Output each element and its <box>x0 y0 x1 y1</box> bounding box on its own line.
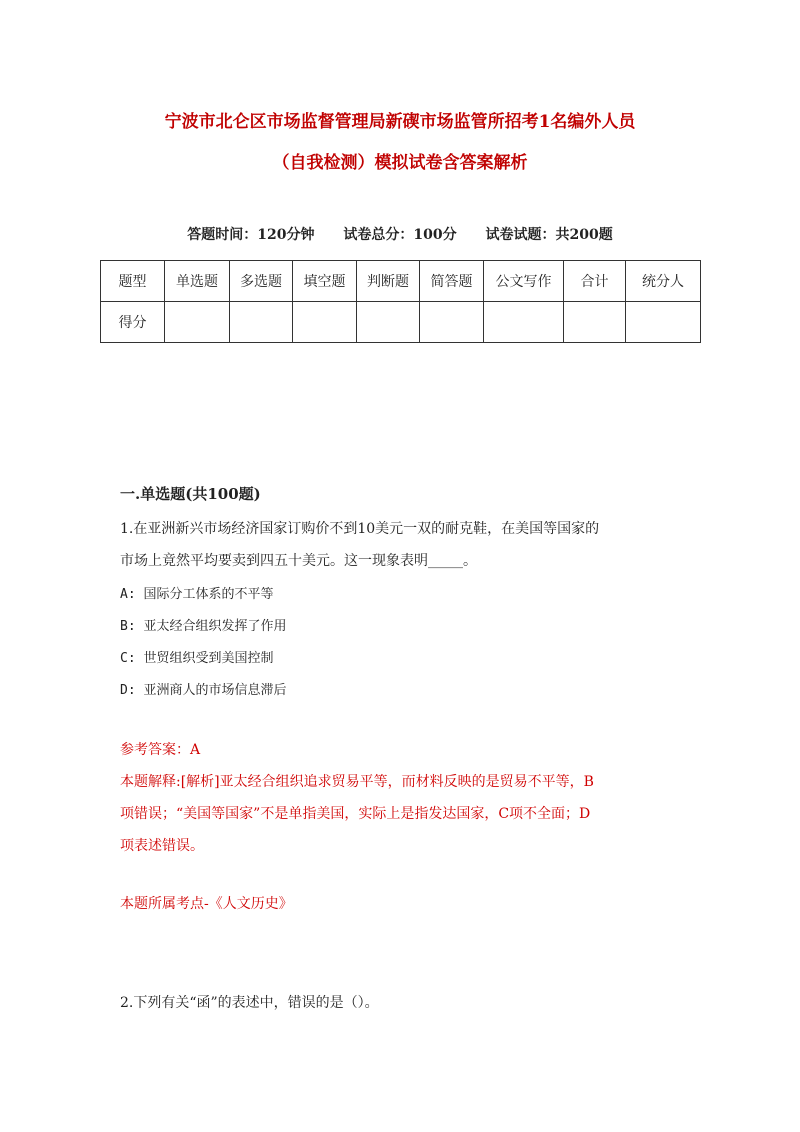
exam-total-score: 试卷总分：100分 <box>343 227 457 243</box>
score-table <box>100 260 701 343</box>
question-1-explanation-line-1: 本题解释:[解析]亚太经合组织追求贸易平等，而材料反映的是贸易不平等，B <box>120 774 594 790</box>
question-1-stem-line-1: 1.在亚洲新兴市场经济国家订购价不到10美元一双的耐克鞋，在美国等国家的 <box>120 521 600 537</box>
score-table-header-row <box>101 261 701 302</box>
option-b-text: B: 亚太经合组织发挥了作用 <box>120 619 287 634</box>
option-c-text: C: 世贸组织受到美国控制 <box>120 651 274 666</box>
exam-time: 答题时间：120分钟 <box>187 227 315 243</box>
score-cell <box>420 302 484 343</box>
score-cell <box>357 302 420 343</box>
score-cell <box>626 302 701 343</box>
option-d-text: D: 亚洲商人的市场信息滞后 <box>120 683 287 698</box>
score-table-header-cell: 简答题 <box>420 261 484 302</box>
question-1-explanation-line-2: 项错误；“美国等国家”不是单指美国，实际上是指发达国家，C项不全面；D <box>120 806 591 822</box>
question-1-option-a <box>120 583 273 602</box>
question-1-explanation-line-3: 项表述错误。 <box>120 838 204 854</box>
score-table-header-cell: 统分人 <box>626 261 701 302</box>
score-table-header-cell: 公文写作 <box>484 261 564 302</box>
exam-question-count: 试卷试题：共200题 <box>485 227 613 243</box>
score-table-header-cell: 多选题 <box>230 261 293 302</box>
question-1-option-b <box>120 615 286 634</box>
score-cell <box>293 302 357 343</box>
score-cell <box>165 302 230 343</box>
option-a-text: A: 国际分工体系的不平等 <box>120 587 274 602</box>
question-1-answer: 参考答案：A <box>120 742 201 758</box>
question-1-option-c <box>120 647 273 666</box>
document-title-line-2: （自我检测）模拟试卷含答案解析 <box>272 153 528 173</box>
score-table-score-row <box>101 302 701 343</box>
document-title-line-1: 宁波市北仑区市场监督管理局新碶市场监管所招考1名编外人员 <box>164 112 636 132</box>
score-table-header-cell: 单选题 <box>165 261 230 302</box>
score-table-header-cell: 判断题 <box>357 261 420 302</box>
question-1-topic: 本题所属考点-《人文历史》 <box>120 896 293 912</box>
score-table-header-cell: 合计 <box>564 261 626 302</box>
question-1-stem-line-2: 市场上竟然平均要卖到四五十美元。这一现象表明_____。 <box>120 553 477 569</box>
question-1-option-d <box>120 679 286 698</box>
score-cell <box>564 302 626 343</box>
exam-meta <box>0 224 800 244</box>
score-table-header-cell: 填空题 <box>293 261 357 302</box>
score-cell <box>484 302 564 343</box>
question-2-stem-line-1: 2.下列有关“函”的表述中，错误的是（）。 <box>120 995 379 1011</box>
score-row-label: 得分 <box>101 302 165 343</box>
score-cell <box>230 302 293 343</box>
section-title: 一.单选题(共100题) <box>120 485 261 503</box>
score-table-header-cell: 题型 <box>101 261 165 302</box>
